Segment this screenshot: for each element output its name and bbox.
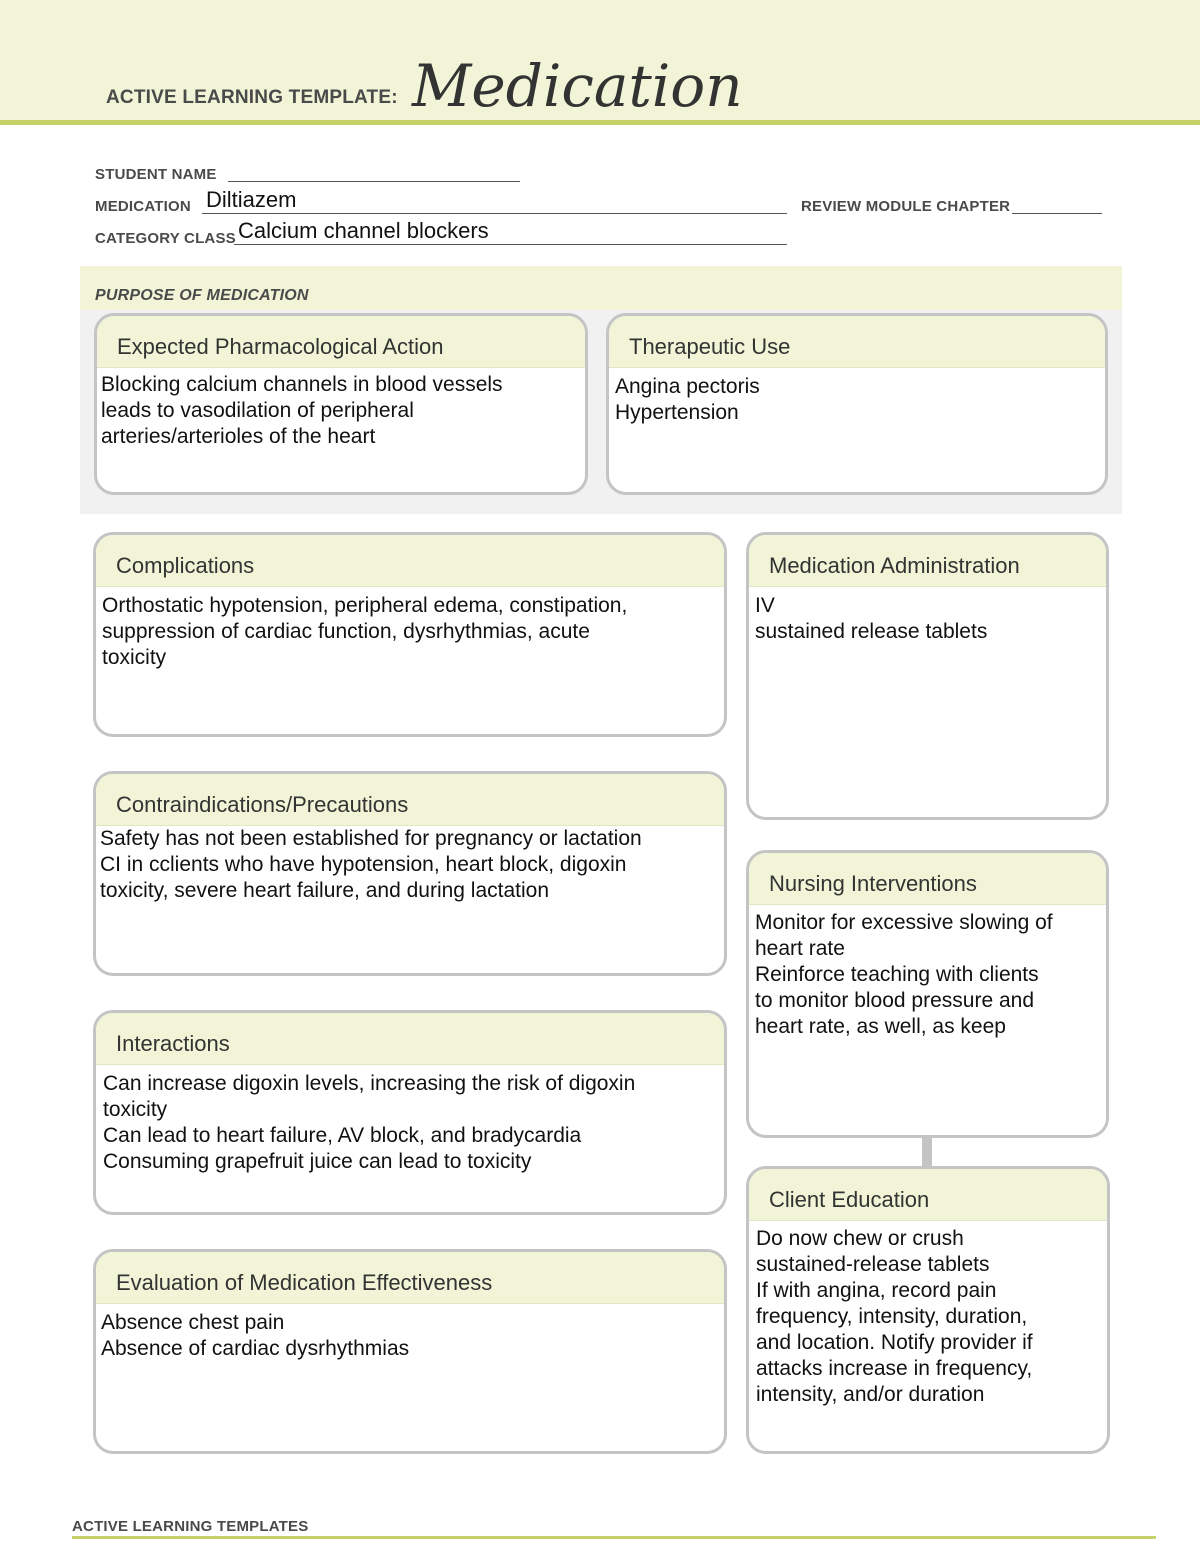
text-line: heart rate, as well, as keep <box>755 1015 1006 1038</box>
footer-label: ACTIVE LEARNING TEMPLATES <box>72 1518 309 1535</box>
text-line: IV <box>755 594 775 617</box>
page-title: Medication <box>412 52 743 120</box>
interactions-card <box>93 1010 727 1215</box>
purpose-label: PURPOSE OF MEDICATION <box>95 287 309 304</box>
text-line: sustained release tablets <box>755 620 988 643</box>
text-line: Orthostatic hypotension, peripheral edema, constipation, <box>102 594 628 617</box>
nursing-interventions-card <box>746 850 1109 1138</box>
text-line: toxicity, severe heart failure, and during lactation <box>100 879 550 902</box>
text-line: frequency, intensity, duration, <box>756 1305 1028 1328</box>
text-line: Angina pectoris <box>615 375 760 398</box>
medication-administration-title: Medication Administration <box>749 535 1106 587</box>
medication-value: Diltiazem <box>206 187 297 212</box>
complications-card <box>93 532 727 737</box>
evaluation-title: Evaluation of Medication Effectiveness <box>96 1252 724 1304</box>
client-education-title: Client Education <box>749 1169 1107 1221</box>
student-name-field[interactable] <box>228 180 520 182</box>
text-line: intensity, and/or duration <box>756 1383 985 1406</box>
interactions-title: Interactions <box>96 1013 724 1065</box>
template-header <box>0 0 1200 125</box>
text-line: Monitor for excessive slowing of <box>755 911 1053 934</box>
text-line: to monitor blood pressure and <box>755 989 1034 1012</box>
nursing-interventions-title: Nursing Interventions <box>749 853 1106 905</box>
text-line: Reinforce teaching with clients <box>755 963 1039 986</box>
medication-administration-card <box>746 532 1109 820</box>
text-line: If with angina, record pain <box>756 1279 997 1302</box>
interactions-text[interactable] <box>96 1065 724 1175</box>
evaluation-text[interactable] <box>96 1304 724 1362</box>
text-line: CI in cclients who have hypotension, heart block, digoxin <box>100 853 627 876</box>
complications-text[interactable] <box>96 587 724 671</box>
category-class-label: CATEGORY CLASS <box>95 230 236 247</box>
text-line: arteries/arterioles of the heart <box>101 425 376 448</box>
text-line: Absence chest pain <box>101 1311 285 1334</box>
text-line: toxicity <box>102 646 167 669</box>
review-module-label: REVIEW MODULE CHAPTER <box>801 198 1011 215</box>
text-line: sustained-release tablets <box>756 1253 990 1276</box>
contraindications-text[interactable] <box>96 826 724 904</box>
therapeutic-use-text[interactable] <box>609 368 1105 426</box>
nursing-interventions-text[interactable] <box>749 905 1106 1040</box>
text-line: Consuming grapefruit juice can lead to toxicity <box>103 1150 532 1173</box>
review-module-field[interactable] <box>1012 212 1102 214</box>
text-line: attacks increase in frequency, <box>756 1357 1033 1380</box>
text-line: Absence of cardiac dysrhythmias <box>101 1337 410 1360</box>
text-line: heart rate <box>755 937 845 960</box>
text-line: Can increase digoxin levels, increasing the risk of digoxin <box>103 1072 636 1095</box>
text-line: Can lead to heart failure, AV block, and bradycardia <box>103 1124 582 1147</box>
category-class-value: Calcium channel blockers <box>238 218 489 243</box>
medication-administration-text[interactable] <box>749 587 1106 645</box>
expected-action-card <box>94 313 588 495</box>
client-education-card <box>746 1166 1110 1454</box>
complications-title: Complications <box>96 535 724 587</box>
text-line: Safety has not been established for pregnancy or lactation <box>100 827 642 850</box>
therapeutic-use-title: Therapeutic Use <box>609 316 1105 368</box>
student-name-label: STUDENT NAME <box>95 166 217 183</box>
text-line: suppression of cardiac function, dysrhythmias, acute <box>102 620 590 643</box>
text-line: leads to vasodilation of peripheral <box>101 399 414 422</box>
evaluation-card <box>93 1249 727 1454</box>
medication-label: MEDICATION <box>95 198 191 215</box>
text-line: Hypertension <box>615 401 739 424</box>
footer-divider <box>72 1536 1156 1539</box>
text-line: and location. Notify provider if <box>756 1331 1033 1354</box>
text-line: Do now chew or crush <box>756 1227 964 1250</box>
contraindications-title: Contraindications/Precautions <box>96 774 724 826</box>
therapeutic-use-card <box>606 313 1108 495</box>
connector-line <box>922 1136 932 1166</box>
contraindications-card <box>93 771 727 976</box>
template-label: ACTIVE LEARNING TEMPLATE: <box>106 87 398 108</box>
expected-action-title: Expected Pharmacological Action <box>97 316 585 368</box>
text-line: Blocking calcium channels in blood vessels <box>101 373 503 396</box>
text-line: toxicity <box>103 1098 168 1121</box>
expected-action-text[interactable] <box>97 368 585 450</box>
client-education-text[interactable] <box>749 1221 1107 1408</box>
